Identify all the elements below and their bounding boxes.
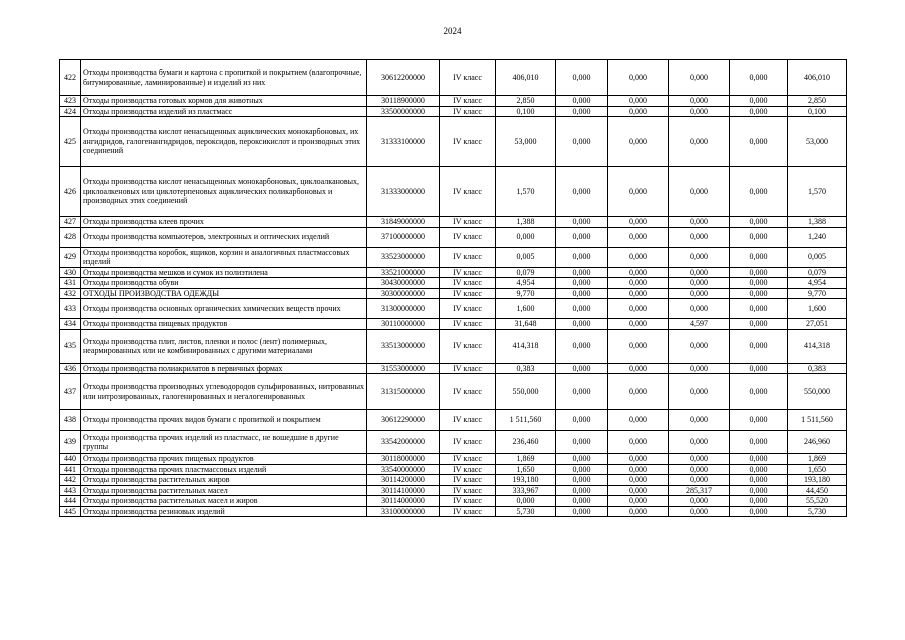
table-row [60, 431, 847, 454]
waste-name: Отходы производства основных органических химических веществ прочих [81, 299, 367, 319]
value-cell: 1,240 [788, 227, 847, 247]
value-cell: 0,000 [556, 278, 608, 289]
row-number: 427 [60, 217, 81, 228]
value-cell: 0,079 [788, 267, 847, 278]
value-cell: 1 511,560 [788, 410, 847, 431]
fkko-code: 33500000000 [367, 106, 440, 117]
hazard-class: IV класс [440, 247, 496, 267]
waste-name: Отходы производства прочих изделий из пластмасс, не вошедшие в другие группы [81, 431, 367, 454]
table-row [60, 410, 847, 431]
waste-name: Отходы производства обуви [81, 278, 367, 289]
value-cell: 0,000 [669, 60, 730, 96]
table-row [60, 288, 847, 299]
value-cell: 0,100 [496, 106, 556, 117]
value-cell: 193,180 [496, 475, 556, 486]
value-cell: 0,000 [608, 299, 669, 319]
table-row [60, 329, 847, 363]
value-cell: 44,450 [788, 485, 847, 496]
value-cell: 0,000 [730, 106, 788, 117]
value-cell: 1,388 [496, 217, 556, 228]
hazard-class: IV класс [440, 106, 496, 117]
value-cell: 53,000 [496, 117, 556, 167]
row-number: 436 [60, 363, 81, 374]
value-cell: 333,967 [496, 485, 556, 496]
value-cell: 0,000 [730, 374, 788, 410]
value-cell: 0,000 [669, 374, 730, 410]
fkko-code: 31553000000 [367, 363, 440, 374]
value-cell: 0,000 [556, 217, 608, 228]
value-cell: 0,000 [556, 117, 608, 167]
value-cell: 0,000 [730, 299, 788, 319]
row-number: 430 [60, 267, 81, 278]
waste-name: Отходы производства кислот ненасыщенных монокарбоновых, циклоалкановых, циклоалкеновых или циклотерпеновых ациклических поликарбоновых и производных этих соединений [81, 167, 367, 217]
table-row [60, 106, 847, 117]
value-cell: 0,000 [730, 267, 788, 278]
value-cell: 0,000 [669, 278, 730, 289]
value-cell: 0,000 [669, 227, 730, 247]
value-cell: 53,000 [788, 117, 847, 167]
value-cell: 1,570 [496, 167, 556, 217]
value-cell: 0,000 [608, 167, 669, 217]
table-row [60, 319, 847, 330]
hazard-class: IV класс [440, 363, 496, 374]
value-cell: 0,000 [730, 475, 788, 486]
waste-name: Отходы производства бумаги и картона с пропиткой и покрытием (влагопрочные, битумированные, ламинированные) и изделий из них [81, 60, 367, 96]
value-cell: 0,000 [608, 227, 669, 247]
value-cell: 1,600 [788, 299, 847, 319]
value-cell: 0,000 [730, 506, 788, 517]
value-cell: 1 511,560 [496, 410, 556, 431]
value-cell: 0,000 [556, 374, 608, 410]
value-cell: 2,850 [788, 96, 847, 107]
value-cell: 0,000 [669, 363, 730, 374]
value-cell: 5,730 [788, 506, 847, 517]
fkko-code: 33513000000 [367, 329, 440, 363]
page-number: 2024 [443, 26, 462, 36]
value-cell: 0,000 [730, 96, 788, 107]
value-cell: 0,000 [730, 278, 788, 289]
value-cell: 0,000 [669, 117, 730, 167]
value-cell: 0,000 [556, 363, 608, 374]
table-row [60, 60, 847, 96]
hazard-class: IV класс [440, 329, 496, 363]
table-row [60, 247, 847, 267]
table-row [60, 496, 847, 507]
waste-name: Отходы производства клеев прочих [81, 217, 367, 228]
value-cell: 1,650 [496, 464, 556, 475]
waste-name: Отходы производства растительных масел [81, 485, 367, 496]
value-cell: 0,000 [730, 288, 788, 299]
waste-name: Отходы производства резиновых изделий [81, 506, 367, 517]
hazard-class: IV класс [440, 96, 496, 107]
value-cell: 0,000 [608, 496, 669, 507]
value-cell: 27,051 [788, 319, 847, 330]
waste-name: Отходы производства прочих пластмассовых изделий [81, 464, 367, 475]
value-cell: 0,000 [669, 96, 730, 107]
value-cell: 0,000 [669, 410, 730, 431]
waste-name: Отходы производства компьютеров, электронных и оптических изделий [81, 227, 367, 247]
value-cell: 0,000 [608, 288, 669, 299]
hazard-class: IV класс [440, 485, 496, 496]
row-number: 445 [60, 506, 81, 517]
value-cell: 0,000 [669, 288, 730, 299]
table-row [60, 217, 847, 228]
hazard-class: IV класс [440, 167, 496, 217]
waste-table [59, 59, 847, 517]
hazard-class: IV класс [440, 299, 496, 319]
waste-name: Отходы производства готовых кормов для животных [81, 96, 367, 107]
row-number: 422 [60, 60, 81, 96]
waste-name: Отходы производства коробок, ящиков, корзин и аналогичных пластмассовых изделий [81, 247, 367, 267]
value-cell: 0,000 [730, 167, 788, 217]
value-cell: 0,000 [496, 496, 556, 507]
fkko-code: 33542000000 [367, 431, 440, 454]
value-cell: 0,000 [730, 227, 788, 247]
value-cell: 246,960 [788, 431, 847, 454]
table-row [60, 454, 847, 465]
value-cell: 0,000 [669, 454, 730, 465]
waste-name: Отходы производства растительных масел и жиров [81, 496, 367, 507]
value-cell: 0,000 [556, 464, 608, 475]
hazard-class: IV класс [440, 374, 496, 410]
value-cell: 414,318 [788, 329, 847, 363]
value-cell: 31,648 [496, 319, 556, 330]
value-cell: 1,650 [788, 464, 847, 475]
fkko-code: 30612290000 [367, 410, 440, 431]
value-cell: 0,000 [556, 288, 608, 299]
row-number: 432 [60, 288, 81, 299]
value-cell: 0,000 [556, 167, 608, 217]
value-cell: 1,869 [496, 454, 556, 465]
value-cell: 0,000 [608, 454, 669, 465]
value-cell: 0,000 [669, 431, 730, 454]
value-cell: 2,850 [496, 96, 556, 107]
fkko-code: 31333000000 [367, 167, 440, 217]
row-number: 424 [60, 106, 81, 117]
value-cell: 1,388 [788, 217, 847, 228]
hazard-class: IV класс [440, 217, 496, 228]
row-number: 439 [60, 431, 81, 454]
fkko-code: 30114200000 [367, 475, 440, 486]
value-cell: 1,600 [496, 299, 556, 319]
table-row [60, 299, 847, 319]
fkko-code: 30612200000 [367, 60, 440, 96]
value-cell: 0,000 [608, 278, 669, 289]
row-number: 425 [60, 117, 81, 167]
value-cell: 0,000 [556, 319, 608, 330]
value-cell: 0,000 [556, 299, 608, 319]
value-cell: 0,000 [730, 117, 788, 167]
value-cell: 0,000 [496, 227, 556, 247]
value-cell: 0,000 [608, 363, 669, 374]
value-cell: 0,000 [556, 485, 608, 496]
value-cell: 0,000 [556, 431, 608, 454]
row-number: 437 [60, 374, 81, 410]
value-cell: 9,770 [788, 288, 847, 299]
fkko-code: 31849000000 [367, 217, 440, 228]
fkko-code: 30110000000 [367, 319, 440, 330]
hazard-class: IV класс [440, 506, 496, 517]
value-cell: 550,000 [788, 374, 847, 410]
value-cell: 0,000 [556, 267, 608, 278]
fkko-code: 37100000000 [367, 227, 440, 247]
value-cell: 0,000 [608, 506, 669, 517]
value-cell: 0,000 [730, 454, 788, 465]
value-cell: 0,000 [608, 267, 669, 278]
value-cell: 0,000 [556, 227, 608, 247]
fkko-code: 31300000000 [367, 299, 440, 319]
value-cell: 0,383 [496, 363, 556, 374]
value-cell: 0,000 [556, 106, 608, 117]
table-row [60, 227, 847, 247]
value-cell: 0,000 [669, 167, 730, 217]
value-cell: 406,010 [788, 60, 847, 96]
value-cell: 285,317 [669, 485, 730, 496]
fkko-code: 33100000000 [367, 506, 440, 517]
value-cell: 0,079 [496, 267, 556, 278]
value-cell: 236,460 [496, 431, 556, 454]
value-cell: 0,000 [730, 485, 788, 496]
value-cell: 0,000 [608, 329, 669, 363]
row-number: 428 [60, 227, 81, 247]
row-number: 440 [60, 454, 81, 465]
row-number: 429 [60, 247, 81, 267]
row-number: 438 [60, 410, 81, 431]
waste-name: Отходы производства полиакрилатов в первичных формах [81, 363, 367, 374]
table-row [60, 374, 847, 410]
row-number: 441 [60, 464, 81, 475]
fkko-code: 30430000000 [367, 278, 440, 289]
value-cell: 0,000 [556, 96, 608, 107]
value-cell: 0,000 [556, 410, 608, 431]
value-cell: 0,000 [556, 454, 608, 465]
table-row [60, 363, 847, 374]
fkko-code: 31315000000 [367, 374, 440, 410]
value-cell: 0,000 [669, 267, 730, 278]
waste-name: Отходы производства растительных жиров [81, 475, 367, 486]
fkko-code: 33523000000 [367, 247, 440, 267]
row-number: 433 [60, 299, 81, 319]
value-cell: 0,000 [556, 475, 608, 486]
waste-name: Отходы производства прочих видов бумаги с пропиткой и покрытием [81, 410, 367, 431]
value-cell: 0,000 [730, 217, 788, 228]
value-cell: 55,520 [788, 496, 847, 507]
value-cell: 0,000 [608, 106, 669, 117]
waste-name: Отходы производства изделий из пластмасс [81, 106, 367, 117]
value-cell: 0,000 [730, 363, 788, 374]
value-cell: 0,000 [730, 464, 788, 475]
value-cell: 0,000 [730, 247, 788, 267]
value-cell: 193,180 [788, 475, 847, 486]
value-cell: 1,869 [788, 454, 847, 465]
table-body [60, 60, 847, 517]
value-cell: 0,000 [608, 431, 669, 454]
row-number: 434 [60, 319, 81, 330]
value-cell: 0,000 [608, 96, 669, 107]
fkko-code: 30118000000 [367, 454, 440, 465]
waste-name: Отходы производства прочих пищевых продуктов [81, 454, 367, 465]
value-cell: 0,000 [730, 319, 788, 330]
hazard-class: IV класс [440, 267, 496, 278]
fkko-code: 30300000000 [367, 288, 440, 299]
value-cell: 9,770 [496, 288, 556, 299]
value-cell: 0,000 [730, 60, 788, 96]
hazard-class: IV класс [440, 475, 496, 486]
row-number: 423 [60, 96, 81, 107]
waste-name: Отходы производства производных углеводородов сульфированных, нитрованных или нитрозированных, галогенированных и негалогенированных [81, 374, 367, 410]
value-cell: 0,000 [669, 329, 730, 363]
value-cell: 0,000 [608, 485, 669, 496]
value-cell: 0,000 [669, 299, 730, 319]
fkko-code: 30118900000 [367, 96, 440, 107]
row-number: 442 [60, 475, 81, 486]
hazard-class: IV класс [440, 431, 496, 454]
waste-name: ОТХОДЫ ПРОИЗВОДСТВА ОДЕЖДЫ [81, 288, 367, 299]
row-number: 443 [60, 485, 81, 496]
value-cell: 1,570 [788, 167, 847, 217]
value-cell: 0,000 [669, 475, 730, 486]
value-cell: 0,000 [669, 106, 730, 117]
value-cell: 4,954 [496, 278, 556, 289]
value-cell: 0,000 [608, 60, 669, 96]
value-cell: 0,000 [669, 217, 730, 228]
value-cell: 0,000 [730, 431, 788, 454]
value-cell: 4,597 [669, 319, 730, 330]
value-cell: 0,000 [608, 475, 669, 486]
value-cell: 0,000 [556, 60, 608, 96]
value-cell: 5,730 [496, 506, 556, 517]
fkko-code: 30114000000 [367, 496, 440, 507]
value-cell: 0,000 [608, 410, 669, 431]
value-cell: 0,000 [556, 506, 608, 517]
hazard-class: IV класс [440, 464, 496, 475]
value-cell: 0,005 [496, 247, 556, 267]
value-cell: 414,318 [496, 329, 556, 363]
value-cell: 0,000 [730, 496, 788, 507]
table-row [60, 96, 847, 107]
value-cell: 0,000 [730, 410, 788, 431]
fkko-code: 33521000000 [367, 267, 440, 278]
value-cell: 0,000 [608, 464, 669, 475]
table-row [60, 485, 847, 496]
fkko-code: 31333100000 [367, 117, 440, 167]
value-cell: 0,000 [608, 117, 669, 167]
value-cell: 0,000 [669, 496, 730, 507]
value-cell: 0,000 [608, 217, 669, 228]
table-row [60, 267, 847, 278]
value-cell: 0,000 [556, 247, 608, 267]
value-cell: 0,000 [730, 329, 788, 363]
waste-name: Отходы производства пищевых продуктов [81, 319, 367, 330]
hazard-class: IV класс [440, 288, 496, 299]
value-cell: 0,100 [788, 106, 847, 117]
hazard-class: IV класс [440, 319, 496, 330]
value-cell: 406,010 [496, 60, 556, 96]
hazard-class: IV класс [440, 227, 496, 247]
row-number: 431 [60, 278, 81, 289]
hazard-class: IV класс [440, 454, 496, 465]
value-cell: 0,383 [788, 363, 847, 374]
hazard-class: IV класс [440, 60, 496, 96]
table-row [60, 475, 847, 486]
row-number: 444 [60, 496, 81, 507]
value-cell: 0,000 [669, 506, 730, 517]
hazard-class: IV класс [440, 410, 496, 431]
row-number: 426 [60, 167, 81, 217]
value-cell: 0,000 [556, 496, 608, 507]
value-cell: 0,000 [556, 329, 608, 363]
waste-name: Отходы производства мешков и сумок из полиэтилена [81, 267, 367, 278]
hazard-class: IV класс [440, 117, 496, 167]
table-row [60, 506, 847, 517]
waste-name: Отходы производства кислот ненасыщенных ациклических монокарбоновых, их ангидридов, галогенангидридов, пероксидов, пероксикислот и производных этих соединений [81, 117, 367, 167]
value-cell: 550,000 [496, 374, 556, 410]
value-cell: 0,000 [608, 247, 669, 267]
value-cell: 0,000 [608, 319, 669, 330]
value-cell: 0,000 [669, 464, 730, 475]
row-number: 435 [60, 329, 81, 363]
value-cell: 0,005 [788, 247, 847, 267]
table-row [60, 117, 847, 167]
hazard-class: IV класс [440, 496, 496, 507]
table-row [60, 167, 847, 217]
value-cell: 0,000 [608, 374, 669, 410]
table-row [60, 278, 847, 289]
waste-name: Отходы производства плит, листов, пленки и полос (лент) полимерных, неармированных или не комбинированных с другими материалами [81, 329, 367, 363]
value-cell: 0,000 [669, 247, 730, 267]
table-row [60, 464, 847, 475]
value-cell: 4,954 [788, 278, 847, 289]
fkko-code: 30114100000 [367, 485, 440, 496]
hazard-class: IV класс [440, 278, 496, 289]
fkko-code: 33540000000 [367, 464, 440, 475]
